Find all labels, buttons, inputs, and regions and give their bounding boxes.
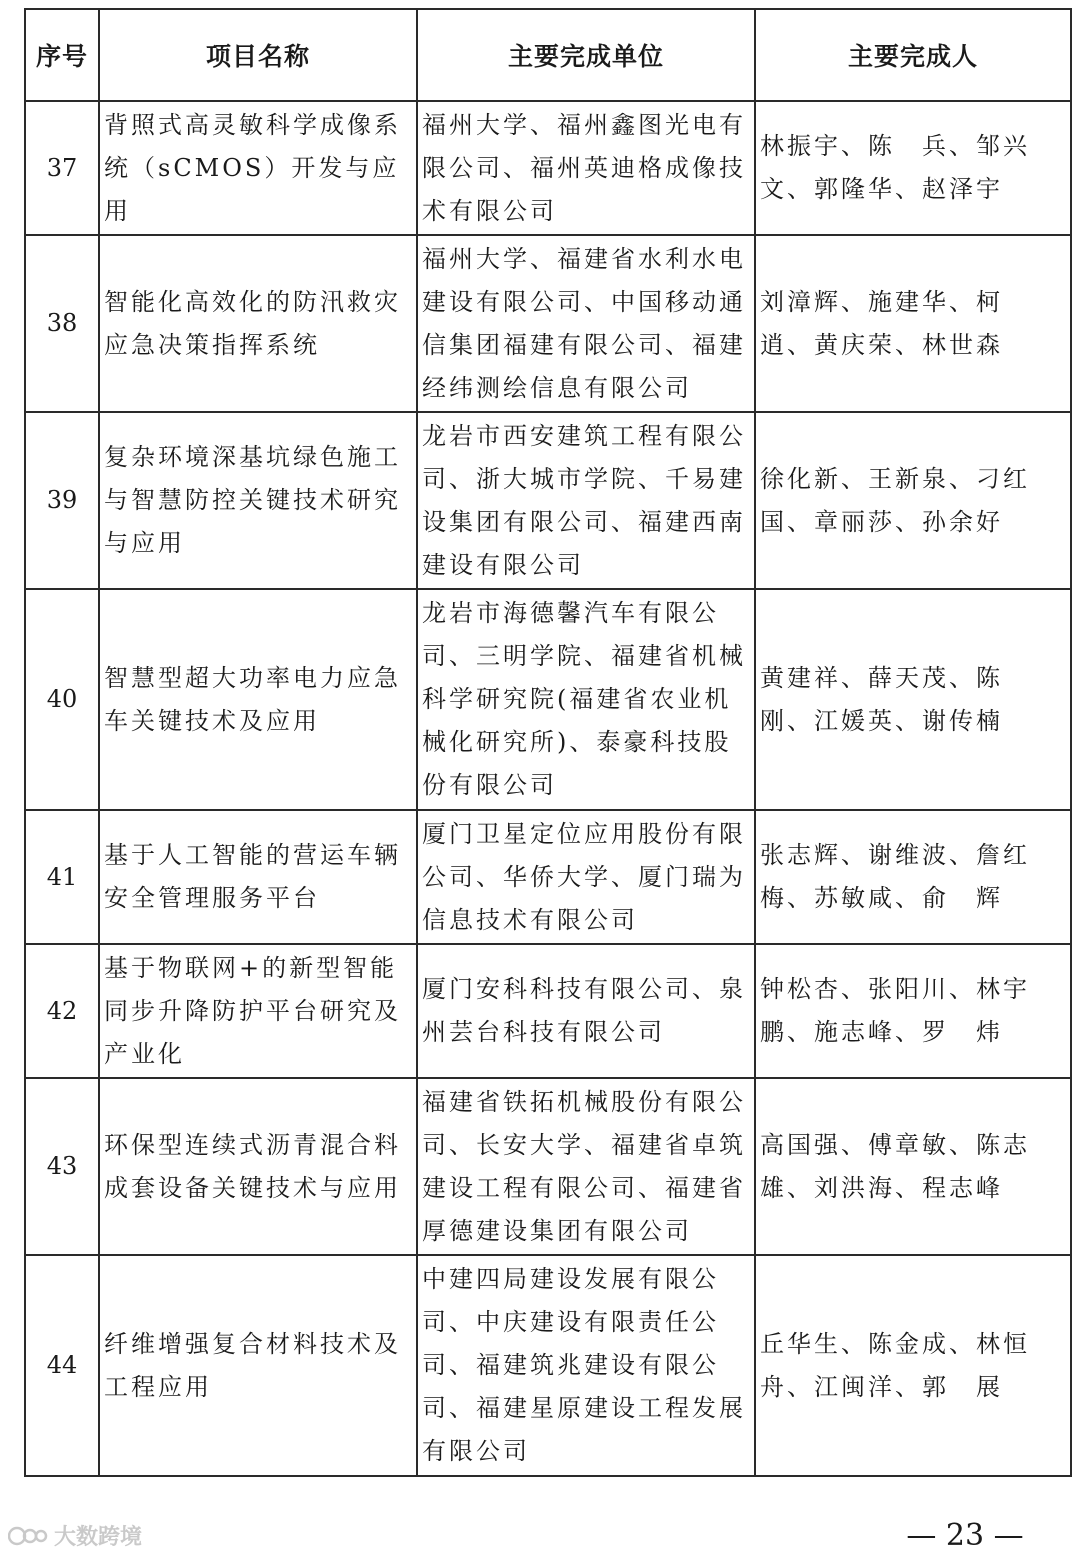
row-project-name: 背照式高灵敏科学成像系统（sCMOS）开发与应用 — [99, 101, 417, 235]
table-row — [25, 1255, 1071, 1476]
row-main-people: 丘华生、陈金成、林恒舟、江闽洋、郭 展 — [755, 1255, 1071, 1476]
page-number: — 23 — — [906, 1518, 1024, 1553]
table-row — [25, 235, 1071, 412]
row-main-units: 福州大学、福建省水利水电建设有限公司、中国移动通信集团福建有限公司、福建经纬测绘信息有限公司 — [417, 235, 755, 412]
row-no: 37 — [25, 101, 99, 235]
table-row — [25, 944, 1071, 1078]
row-main-people: 林振宇、陈 兵、邹兴文、郭隆华、赵泽宇 — [755, 101, 1071, 235]
row-main-people: 刘漳辉、施建华、柯 逍、黄庆荣、林世森 — [755, 235, 1071, 412]
row-main-people: 高国强、傅章敏、陈志雄、刘洪海、程志峰 — [755, 1078, 1071, 1255]
row-main-people: 徐化新、王新泉、刁红国、章丽莎、孙余好 — [755, 412, 1071, 589]
row-main-people: 黄建祥、薛天茂、陈 刚、江媛英、谢传楠 — [755, 589, 1071, 810]
header-row — [25, 9, 1071, 101]
row-main-units: 中建四局建设发展有限公司、中庆建设有限责任公司、福建筑兆建设有限公司、福建星原建设工程发展有限公司 — [417, 1255, 755, 1476]
table-row — [25, 1078, 1071, 1255]
row-main-units: 龙岩市海德馨汽车有限公司、三明学院、福建省机械科学研究院(福建省农业机械化研究所)、泰豪科技股份有限公司 — [417, 589, 755, 810]
table-row — [25, 589, 1071, 810]
row-no: 44 — [25, 1255, 99, 1476]
header-project-name: 项目名称 — [99, 9, 417, 101]
header-main-people: 主要完成人 — [755, 9, 1071, 101]
table-row — [25, 810, 1071, 944]
row-main-units: 龙岩市西安建筑工程有限公司、浙大城市学院、千易建设集团有限公司、福建西南建设有限公司 — [417, 412, 755, 589]
row-project-name: 基于人工智能的营运车辆安全管理服务平台 — [99, 810, 417, 944]
row-project-name: 智慧型超大功率电力应急车关键技术及应用 — [99, 589, 417, 810]
row-main-units: 厦门卫星定位应用股份有限公司、华侨大学、厦门瑞为信息技术有限公司 — [417, 810, 755, 944]
row-project-name: 智能化高效化的防汛救灾应急决策指挥系统 — [99, 235, 417, 412]
row-main-people: 张志辉、谢维波、詹红梅、苏敏咸、俞 辉 — [755, 810, 1071, 944]
row-project-name: 复杂环境深基坑绿色施工与智慧防控关键技术研究与应用 — [99, 412, 417, 589]
award-table — [24, 8, 1072, 1477]
watermark-emblem-icon — [8, 1523, 48, 1549]
row-project-name: 基于物联网+的新型智能同步升降防护平台研究及产业化 — [99, 944, 417, 1078]
row-no: 38 — [25, 235, 99, 412]
table-row — [25, 412, 1071, 589]
row-no: 41 — [25, 810, 99, 944]
row-no: 42 — [25, 944, 99, 1078]
header-no: 序号 — [25, 9, 99, 101]
row-no: 39 — [25, 412, 99, 589]
row-no: 43 — [25, 1078, 99, 1255]
row-main-people: 钟松杏、张阳川、林宇鹏、施志峰、罗 炜 — [755, 944, 1071, 1078]
row-project-name: 纤维增强复合材料技术及工程应用 — [99, 1255, 417, 1476]
row-main-units: 福州大学、福州鑫图光电有限公司、福州英迪格成像技术有限公司 — [417, 101, 755, 235]
row-main-units: 福建省铁拓机械股份有限公司、长安大学、福建省卓筑建设工程有限公司、福建省厚德建设集团有限公司 — [417, 1078, 755, 1255]
watermark-logo — [8, 1520, 142, 1551]
header-main-units: 主要完成单位 — [417, 9, 755, 101]
row-project-name: 环保型连续式沥青混合料成套设备关键技术与应用 — [99, 1078, 417, 1255]
row-main-units: 厦门安科科技有限公司、泉州芸台科技有限公司 — [417, 944, 755, 1078]
watermark-text: 大数跨境 — [54, 1525, 143, 1550]
row-no: 40 — [25, 589, 99, 810]
table-row — [25, 101, 1071, 235]
